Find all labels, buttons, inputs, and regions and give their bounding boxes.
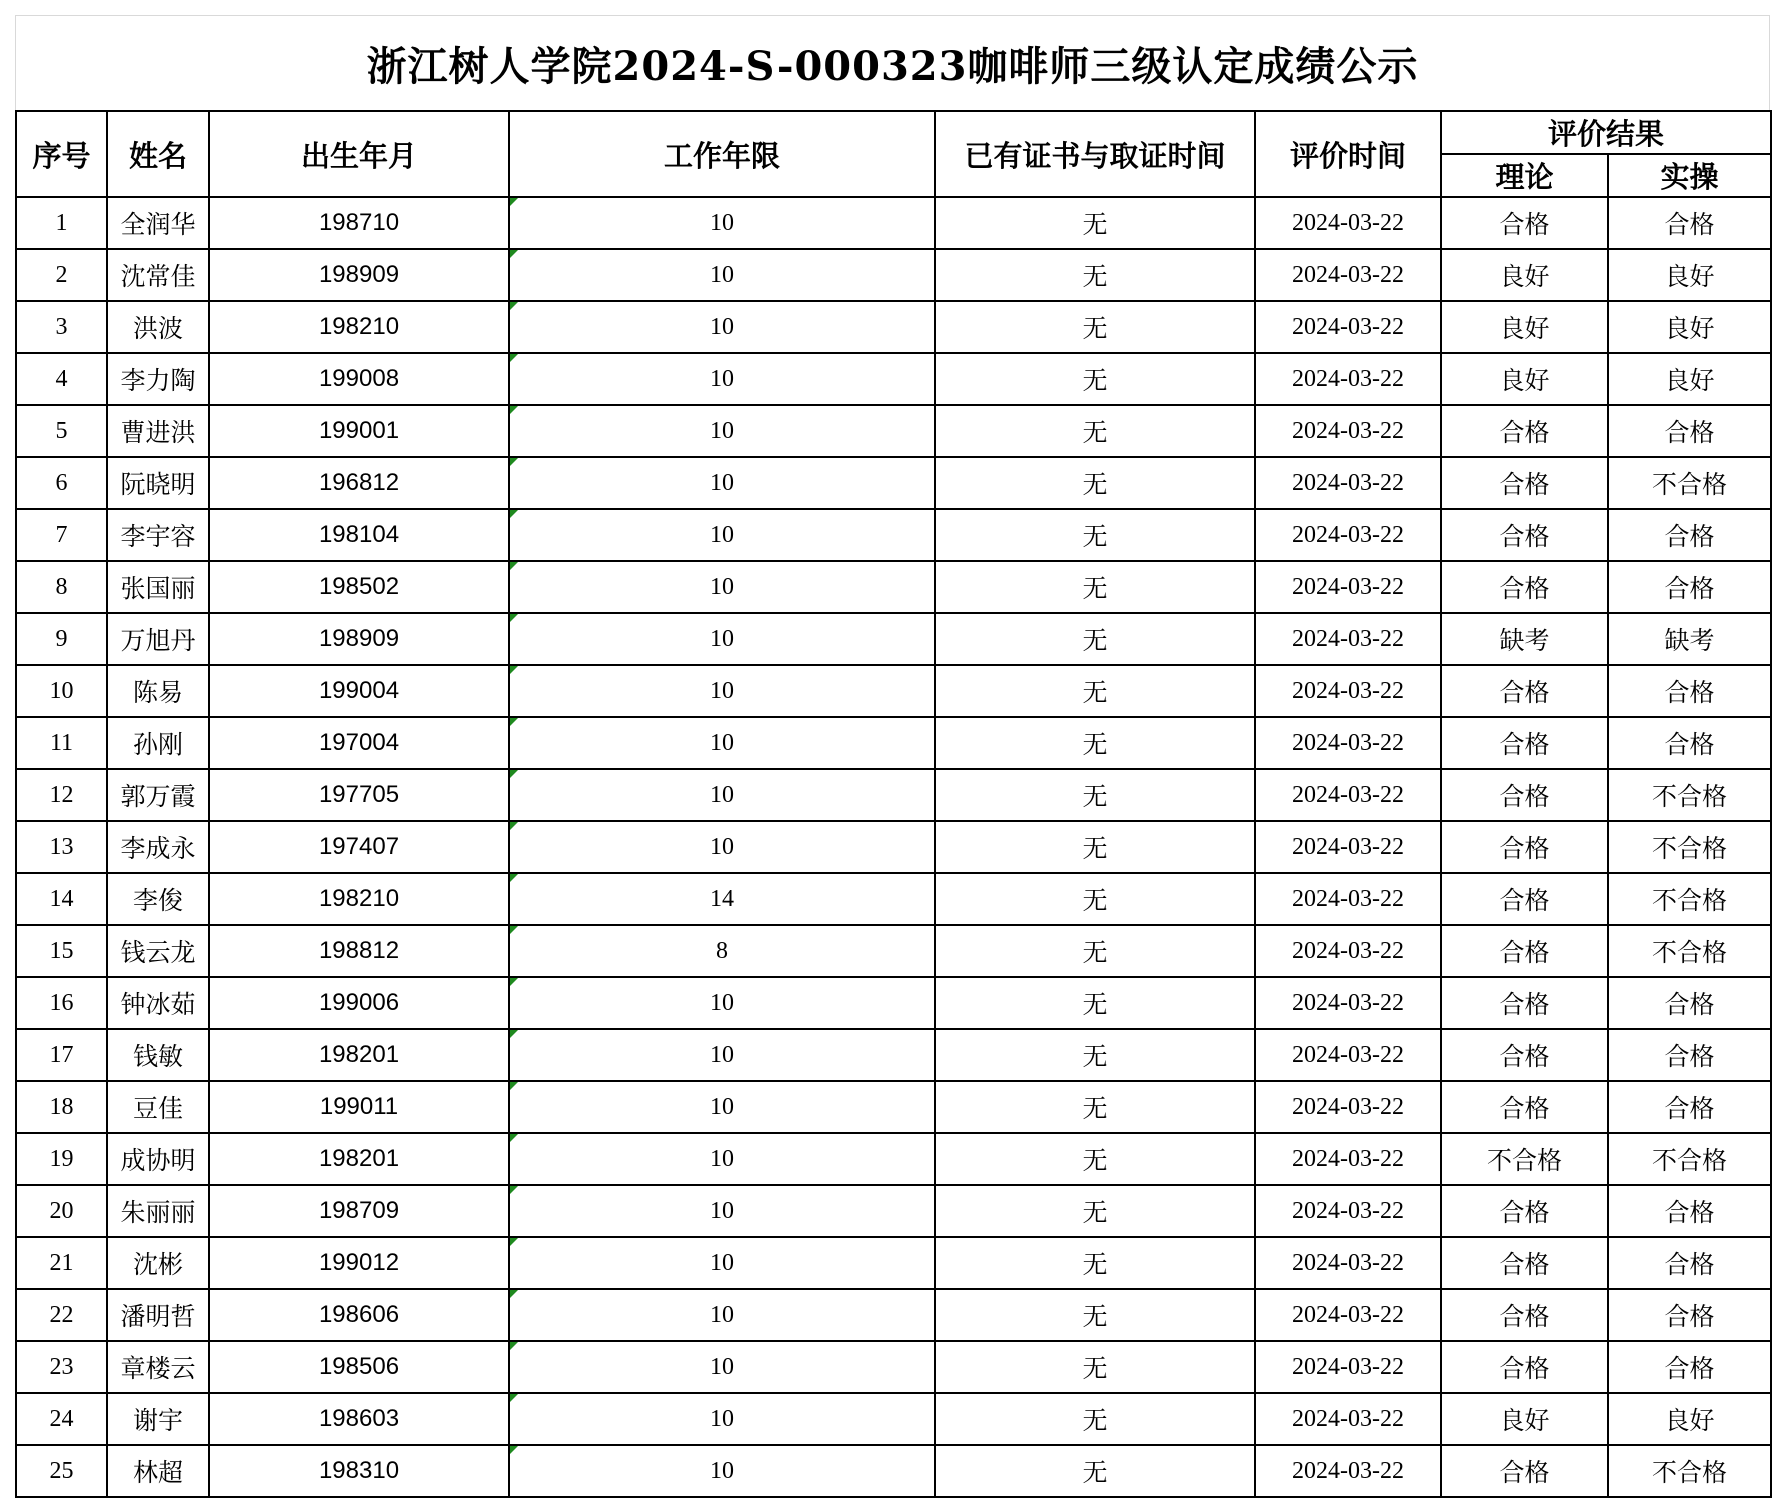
cell-eval-time: 2024-03-22 — [1255, 405, 1441, 457]
cell-cert: 无 — [935, 769, 1255, 821]
cell-birth: 199006 — [209, 977, 509, 1029]
cell-cert: 无 — [935, 353, 1255, 405]
page-title: 浙江树人学院2024-S-000323咖啡师三级认定成绩公示 — [15, 15, 1770, 110]
cell-theory: 合格 — [1441, 509, 1608, 561]
cell-birth: 198603 — [209, 1393, 509, 1445]
cell-practice: 不合格 — [1608, 1445, 1771, 1497]
cell-work-years: 10 — [509, 301, 935, 353]
cell-birth: 198210 — [209, 873, 509, 925]
header-birth: 出生年月 — [209, 111, 509, 197]
cell-name: 潘明哲 — [107, 1289, 209, 1341]
cell-eval-time: 2024-03-22 — [1255, 301, 1441, 353]
cell-practice: 合格 — [1608, 1029, 1771, 1081]
cell-name: 阮晓明 — [107, 457, 209, 509]
cell-seq: 3 — [16, 301, 107, 353]
cell-birth: 198201 — [209, 1029, 509, 1081]
cell-name: 钱云龙 — [107, 925, 209, 977]
header-name: 姓名 — [107, 111, 209, 197]
cell-practice: 不合格 — [1608, 873, 1771, 925]
cell-work-years: 10 — [509, 561, 935, 613]
cell-seq: 14 — [16, 873, 107, 925]
cell-work-years: 14 — [509, 873, 935, 925]
cell-cert: 无 — [935, 301, 1255, 353]
spreadsheet — [15, 15, 1770, 1498]
cell-practice: 合格 — [1608, 1289, 1771, 1341]
cell-work-years: 10 — [509, 613, 935, 665]
table-row — [16, 613, 1771, 665]
table-row — [16, 769, 1771, 821]
cell-work-years: 10 — [509, 197, 935, 249]
cell-cert: 无 — [935, 1081, 1255, 1133]
cell-name: 豆佳 — [107, 1081, 209, 1133]
cell-birth: 198201 — [209, 1133, 509, 1185]
table-row — [16, 1393, 1771, 1445]
table-row — [16, 405, 1771, 457]
cell-work-years: 10 — [509, 509, 935, 561]
cell-theory: 缺考 — [1441, 613, 1608, 665]
cell-eval-time: 2024-03-22 — [1255, 561, 1441, 613]
cell-work-years: 10 — [509, 1029, 935, 1081]
cell-seq: 6 — [16, 457, 107, 509]
cell-work-years: 10 — [509, 1341, 935, 1393]
cell-cert: 无 — [935, 1185, 1255, 1237]
cell-practice: 合格 — [1608, 405, 1771, 457]
table-row — [16, 457, 1771, 509]
cell-eval-time: 2024-03-22 — [1255, 249, 1441, 301]
cell-birth: 198909 — [209, 249, 509, 301]
cell-practice: 合格 — [1608, 717, 1771, 769]
cell-work-years: 10 — [509, 665, 935, 717]
cell-practice: 合格 — [1608, 561, 1771, 613]
cell-name: 朱丽丽 — [107, 1185, 209, 1237]
cell-cert: 无 — [935, 1393, 1255, 1445]
header-result: 评价结果 — [1441, 111, 1771, 154]
cell-theory: 良好 — [1441, 1393, 1608, 1445]
cell-name: 沈彬 — [107, 1237, 209, 1289]
cell-work-years: 10 — [509, 977, 935, 1029]
cell-birth: 198812 — [209, 925, 509, 977]
cell-eval-time: 2024-03-22 — [1255, 1081, 1441, 1133]
cell-name: 李成永 — [107, 821, 209, 873]
cell-seq: 12 — [16, 769, 107, 821]
cell-cert: 无 — [935, 405, 1255, 457]
table-row — [16, 249, 1771, 301]
table-row — [16, 301, 1771, 353]
cell-work-years: 10 — [509, 821, 935, 873]
cell-practice: 合格 — [1608, 509, 1771, 561]
cell-cert: 无 — [935, 1133, 1255, 1185]
cell-eval-time: 2024-03-22 — [1255, 197, 1441, 249]
cell-birth: 199012 — [209, 1237, 509, 1289]
table-row — [16, 665, 1771, 717]
cell-eval-time: 2024-03-22 — [1255, 977, 1441, 1029]
cell-work-years: 10 — [509, 353, 935, 405]
cell-practice: 合格 — [1608, 1237, 1771, 1289]
cell-eval-time: 2024-03-22 — [1255, 613, 1441, 665]
cell-work-years: 10 — [509, 769, 935, 821]
cell-work-years: 10 — [509, 1185, 935, 1237]
cell-eval-time: 2024-03-22 — [1255, 1445, 1441, 1497]
cell-practice: 合格 — [1608, 1081, 1771, 1133]
cell-practice: 合格 — [1608, 665, 1771, 717]
cell-name: 章楼云 — [107, 1341, 209, 1393]
cell-cert: 无 — [935, 249, 1255, 301]
cell-eval-time: 2024-03-22 — [1255, 1185, 1441, 1237]
cell-cert: 无 — [935, 821, 1255, 873]
cell-theory: 合格 — [1441, 1029, 1608, 1081]
cell-cert: 无 — [935, 1289, 1255, 1341]
header-theory: 理论 — [1441, 154, 1608, 197]
cell-work-years: 10 — [509, 1237, 935, 1289]
cell-theory: 合格 — [1441, 873, 1608, 925]
cell-eval-time: 2024-03-22 — [1255, 1341, 1441, 1393]
cell-work-years: 10 — [509, 717, 935, 769]
cell-name: 全润华 — [107, 197, 209, 249]
cell-theory: 合格 — [1441, 925, 1608, 977]
table-row — [16, 717, 1771, 769]
table-row — [16, 1029, 1771, 1081]
cell-eval-time: 2024-03-22 — [1255, 509, 1441, 561]
cell-cert: 无 — [935, 197, 1255, 249]
table-row — [16, 1185, 1771, 1237]
cell-birth: 198502 — [209, 561, 509, 613]
cell-birth: 196812 — [209, 457, 509, 509]
table-row — [16, 1237, 1771, 1289]
cell-seq: 24 — [16, 1393, 107, 1445]
cell-cert: 无 — [935, 925, 1255, 977]
cell-seq: 2 — [16, 249, 107, 301]
cell-eval-time: 2024-03-22 — [1255, 873, 1441, 925]
cell-theory: 合格 — [1441, 717, 1608, 769]
cell-seq: 8 — [16, 561, 107, 613]
cell-name: 张国丽 — [107, 561, 209, 613]
cell-name: 成协明 — [107, 1133, 209, 1185]
cell-theory: 合格 — [1441, 561, 1608, 613]
cell-name: 钱敏 — [107, 1029, 209, 1081]
cell-cert: 无 — [935, 873, 1255, 925]
cell-practice: 合格 — [1608, 977, 1771, 1029]
cell-practice: 不合格 — [1608, 925, 1771, 977]
cell-eval-time: 2024-03-22 — [1255, 1237, 1441, 1289]
cell-seq: 17 — [16, 1029, 107, 1081]
cell-name: 万旭丹 — [107, 613, 209, 665]
cell-practice: 良好 — [1608, 249, 1771, 301]
cell-theory: 合格 — [1441, 1081, 1608, 1133]
table-row — [16, 977, 1771, 1029]
cell-cert: 无 — [935, 613, 1255, 665]
cell-theory: 合格 — [1441, 1445, 1608, 1497]
cell-birth: 199008 — [209, 353, 509, 405]
cell-seq: 13 — [16, 821, 107, 873]
cell-theory: 合格 — [1441, 1289, 1608, 1341]
cell-theory: 合格 — [1441, 1341, 1608, 1393]
cell-practice: 不合格 — [1608, 821, 1771, 873]
cell-birth: 199001 — [209, 405, 509, 457]
cell-eval-time: 2024-03-22 — [1255, 665, 1441, 717]
cell-work-years: 10 — [509, 457, 935, 509]
cell-eval-time: 2024-03-22 — [1255, 821, 1441, 873]
cell-eval-time: 2024-03-22 — [1255, 1289, 1441, 1341]
cell-seq: 15 — [16, 925, 107, 977]
table-row — [16, 561, 1771, 613]
cell-cert: 无 — [935, 561, 1255, 613]
table-row — [16, 197, 1771, 249]
results-table — [15, 110, 1772, 1498]
cell-work-years: 10 — [509, 1081, 935, 1133]
cell-cert: 无 — [935, 1341, 1255, 1393]
cell-birth: 198709 — [209, 1185, 509, 1237]
cell-theory: 合格 — [1441, 665, 1608, 717]
cell-name: 林超 — [107, 1445, 209, 1497]
header-work-years: 工作年限 — [509, 111, 935, 197]
cell-practice: 缺考 — [1608, 613, 1771, 665]
cell-name: 钟冰茹 — [107, 977, 209, 1029]
cell-seq: 23 — [16, 1341, 107, 1393]
cell-theory: 良好 — [1441, 249, 1608, 301]
table-body — [16, 197, 1771, 1497]
cell-name: 孙刚 — [107, 717, 209, 769]
cell-seq: 16 — [16, 977, 107, 1029]
cell-theory: 合格 — [1441, 405, 1608, 457]
cell-birth: 199011 — [209, 1081, 509, 1133]
cell-birth: 198210 — [209, 301, 509, 353]
cell-theory: 合格 — [1441, 197, 1608, 249]
cell-eval-time: 2024-03-22 — [1255, 1393, 1441, 1445]
table-row — [16, 353, 1771, 405]
cell-eval-time: 2024-03-22 — [1255, 769, 1441, 821]
cell-cert: 无 — [935, 509, 1255, 561]
cell-cert: 无 — [935, 717, 1255, 769]
table-row — [16, 1133, 1771, 1185]
cell-seq: 9 — [16, 613, 107, 665]
table-row — [16, 1445, 1771, 1497]
cell-seq: 10 — [16, 665, 107, 717]
cell-seq: 1 — [16, 197, 107, 249]
cell-seq: 11 — [16, 717, 107, 769]
cell-seq: 22 — [16, 1289, 107, 1341]
cell-seq: 21 — [16, 1237, 107, 1289]
table-row — [16, 821, 1771, 873]
cell-cert: 无 — [935, 977, 1255, 1029]
table-row — [16, 1289, 1771, 1341]
cell-theory: 合格 — [1441, 1185, 1608, 1237]
cell-practice: 合格 — [1608, 1341, 1771, 1393]
cell-theory: 合格 — [1441, 457, 1608, 509]
cell-eval-time: 2024-03-22 — [1255, 925, 1441, 977]
cell-work-years: 8 — [509, 925, 935, 977]
cell-name: 李宇容 — [107, 509, 209, 561]
cell-eval-time: 2024-03-22 — [1255, 1029, 1441, 1081]
cell-cert: 无 — [935, 457, 1255, 509]
cell-birth: 198310 — [209, 1445, 509, 1497]
cell-theory: 合格 — [1441, 977, 1608, 1029]
table-row — [16, 1341, 1771, 1393]
table-row — [16, 873, 1771, 925]
cell-theory: 不合格 — [1441, 1133, 1608, 1185]
cell-work-years: 10 — [509, 1445, 935, 1497]
cell-name: 陈易 — [107, 665, 209, 717]
cell-birth: 198606 — [209, 1289, 509, 1341]
header-eval-time: 评价时间 — [1255, 111, 1441, 197]
cell-birth: 197004 — [209, 717, 509, 769]
table-row — [16, 509, 1771, 561]
cell-name: 李力陶 — [107, 353, 209, 405]
cell-cert: 无 — [935, 1029, 1255, 1081]
cell-practice: 良好 — [1608, 353, 1771, 405]
cell-work-years: 10 — [509, 405, 935, 457]
cell-practice: 合格 — [1608, 197, 1771, 249]
cell-birth: 198710 — [209, 197, 509, 249]
cell-birth: 197705 — [209, 769, 509, 821]
header-practice: 实操 — [1608, 154, 1771, 197]
cell-theory: 合格 — [1441, 821, 1608, 873]
cell-theory: 合格 — [1441, 1237, 1608, 1289]
cell-birth: 198104 — [209, 509, 509, 561]
cell-practice: 不合格 — [1608, 1133, 1771, 1185]
cell-birth: 198506 — [209, 1341, 509, 1393]
cell-birth: 198909 — [209, 613, 509, 665]
cell-theory: 良好 — [1441, 301, 1608, 353]
cell-theory: 合格 — [1441, 769, 1608, 821]
cell-practice: 不合格 — [1608, 769, 1771, 821]
cell-name: 李俊 — [107, 873, 209, 925]
header-seq: 序号 — [16, 111, 107, 197]
cell-practice: 良好 — [1608, 301, 1771, 353]
cell-name: 郭万霞 — [107, 769, 209, 821]
cell-practice: 不合格 — [1608, 457, 1771, 509]
cell-eval-time: 2024-03-22 — [1255, 1133, 1441, 1185]
cell-practice: 良好 — [1608, 1393, 1771, 1445]
cell-cert: 无 — [935, 665, 1255, 717]
cell-seq: 4 — [16, 353, 107, 405]
cell-cert: 无 — [935, 1445, 1255, 1497]
cell-eval-time: 2024-03-22 — [1255, 353, 1441, 405]
cell-seq: 7 — [16, 509, 107, 561]
table-row — [16, 925, 1771, 977]
cell-name: 曹进洪 — [107, 405, 209, 457]
cell-birth: 199004 — [209, 665, 509, 717]
header-cert: 已有证书与取证时间 — [935, 111, 1255, 197]
cell-name: 洪波 — [107, 301, 209, 353]
cell-work-years: 10 — [509, 249, 935, 301]
cell-work-years: 10 — [509, 1289, 935, 1341]
cell-cert: 无 — [935, 1237, 1255, 1289]
cell-seq: 5 — [16, 405, 107, 457]
cell-work-years: 10 — [509, 1393, 935, 1445]
cell-name: 沈常佳 — [107, 249, 209, 301]
cell-name: 谢宇 — [107, 1393, 209, 1445]
cell-eval-time: 2024-03-22 — [1255, 457, 1441, 509]
cell-work-years: 10 — [509, 1133, 935, 1185]
table-row — [16, 1081, 1771, 1133]
cell-seq: 19 — [16, 1133, 107, 1185]
cell-theory: 良好 — [1441, 353, 1608, 405]
cell-seq: 20 — [16, 1185, 107, 1237]
cell-seq: 18 — [16, 1081, 107, 1133]
cell-practice: 合格 — [1608, 1185, 1771, 1237]
cell-eval-time: 2024-03-22 — [1255, 717, 1441, 769]
cell-seq: 25 — [16, 1445, 107, 1497]
cell-birth: 197407 — [209, 821, 509, 873]
